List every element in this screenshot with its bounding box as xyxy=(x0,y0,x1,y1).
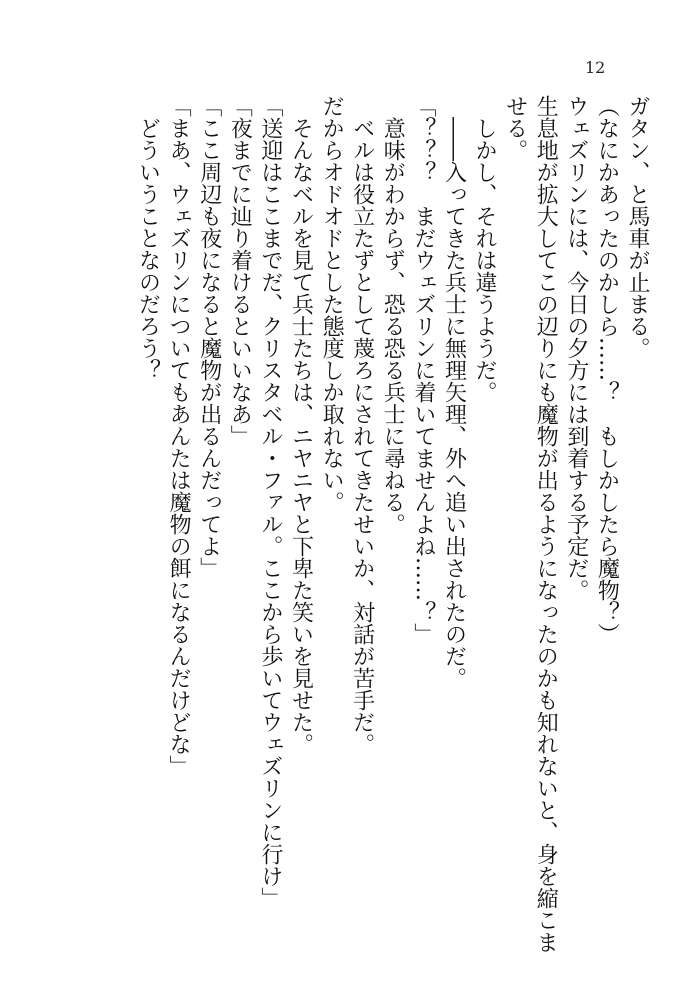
page-number: 12 xyxy=(585,58,606,77)
text-line: ベルは役立たずとして蔑ろにされてきたせいか、対話が苦手だ。 xyxy=(349,95,375,755)
text-line: 「ここ周辺も夜になると魔物が出るんだってよ」 xyxy=(196,95,222,579)
text-line: せる。 xyxy=(502,95,528,161)
text-line: ――入ってきた兵士に無理矢理、外へ追い出されたのだ。 xyxy=(441,95,467,689)
text-line: どういうことなのだろう？ xyxy=(135,95,161,381)
text-line: そんなベルを見て兵士たちは、ニヤニヤと下卑た笑いを見せた。 xyxy=(288,95,314,755)
vertical-text-body xyxy=(112,95,652,975)
text-line: ガタン、と馬車が止まる。 xyxy=(625,95,650,359)
text-line: 意味がわからず、恐る恐る兵士に尋ねる。 xyxy=(380,95,406,535)
text-line: 「まあ、ウェズリンについてもあんたは魔物の餌になるんだけどな」 xyxy=(166,95,192,777)
text-line: だからオドオドとした態度しか取れない。 xyxy=(319,95,345,513)
text-line: ウェズリンには、今日の夕方には到着する予定だ。 xyxy=(563,95,589,601)
text-line: 「夜までに辿り着けるといいなあ」 xyxy=(227,95,253,447)
text-line: しかし、それは違うようだ。 xyxy=(472,95,498,403)
text-line: （なにかあったのかしら……？ もしかしたら魔物？） xyxy=(594,95,620,645)
text-line: 生息地が拡大してこの辺りにも魔物が出るようになったのかも知れないと、身を縮こま xyxy=(533,95,559,953)
text-line: 「送迎はここまでだ、クリスタベル・ファル。ここから歩いてウェズリンに行け」 xyxy=(257,95,283,909)
text-line: 「？？？ まだウェズリンに着いてませんよね……？」 xyxy=(410,95,436,645)
